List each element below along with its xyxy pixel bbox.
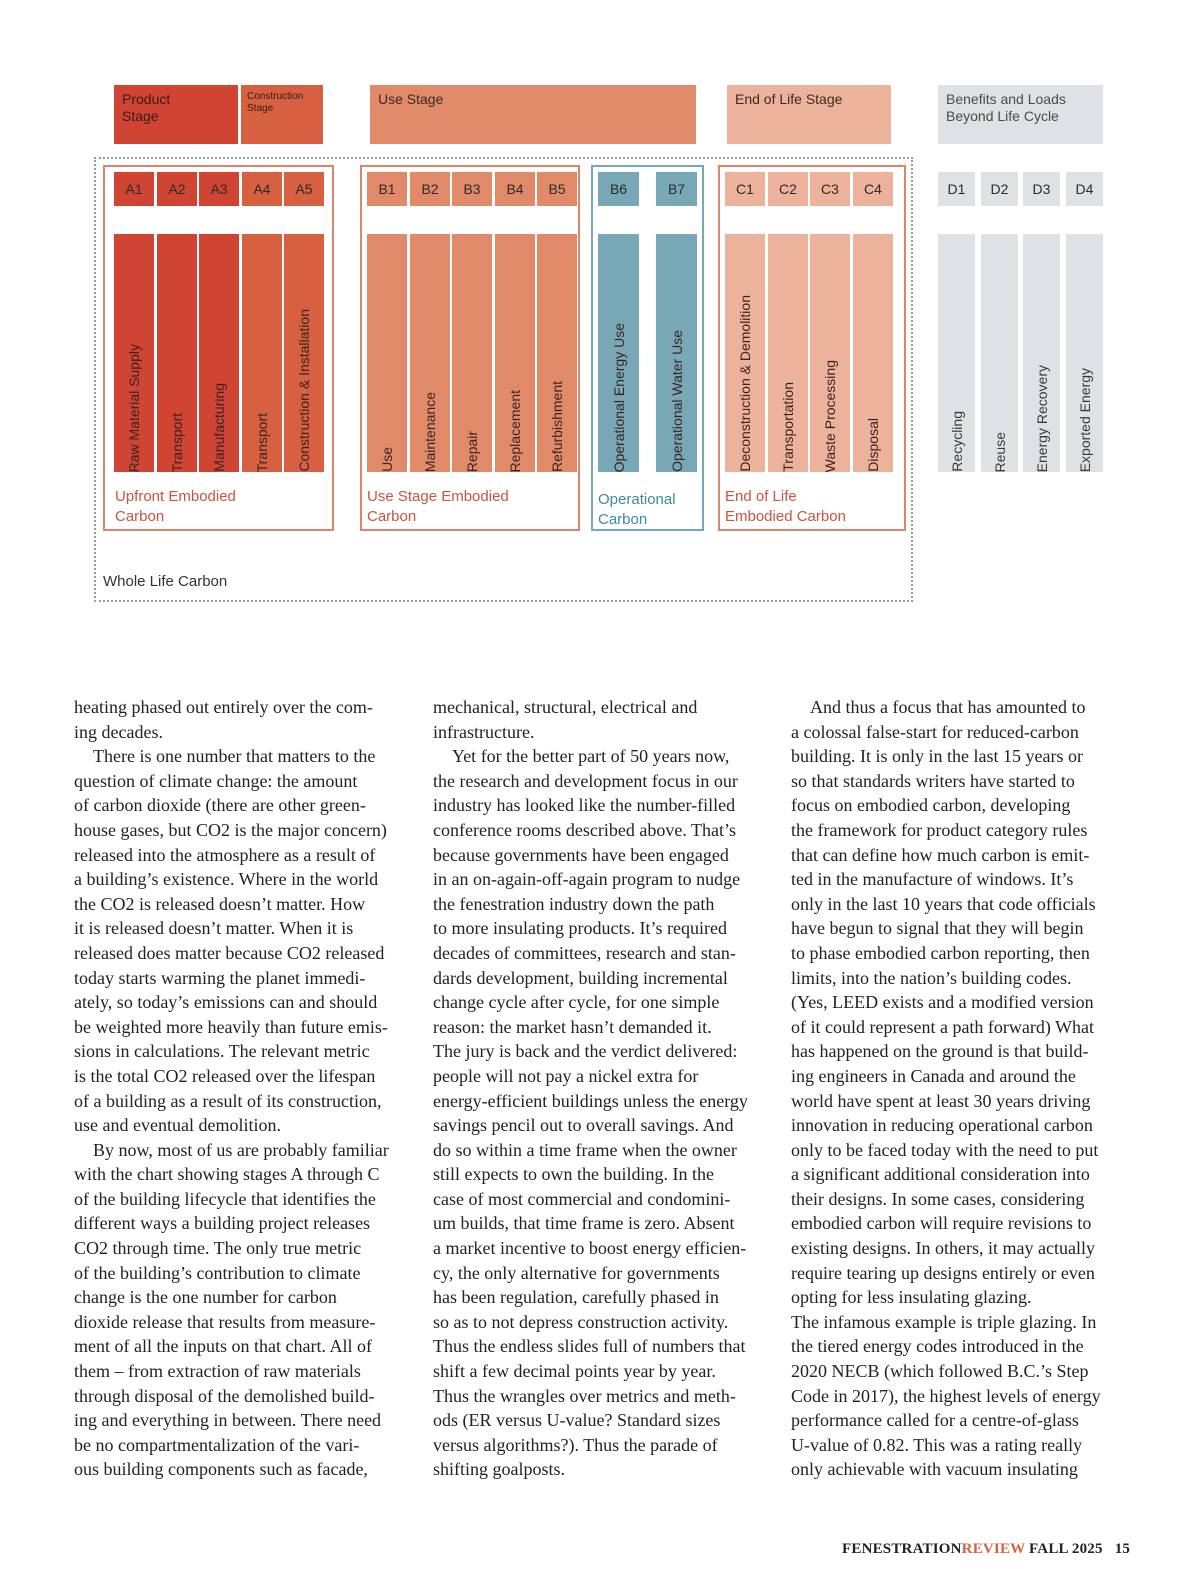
text-line: with the chart showing stages A through C bbox=[74, 1164, 380, 1185]
text-column-3 bbox=[791, 695, 1131, 1482]
module-label-a5: Construction & Installation bbox=[296, 309, 312, 472]
module-column-b3 bbox=[452, 234, 492, 472]
group-label-use-stage: Use Stage Embodied Carbon bbox=[367, 488, 509, 525]
text-line: ment of all the inputs on that chart. All of bbox=[74, 1336, 372, 1357]
module-column-c2 bbox=[768, 234, 808, 472]
module-column-b1 bbox=[367, 234, 407, 472]
module-column-a4 bbox=[242, 234, 282, 472]
module-column-a5 bbox=[284, 234, 324, 472]
module-code-d3: D3 bbox=[1023, 172, 1060, 206]
module-column-d3 bbox=[1023, 234, 1060, 472]
text-line: today starts warming the planet immedi- bbox=[74, 967, 366, 988]
text-line: a significant additional consideration into bbox=[791, 1164, 1090, 1185]
text-line: And thus a focus that has amounted to bbox=[810, 697, 1086, 717]
text-line: a market incentive to boost energy efficien- bbox=[433, 1238, 747, 1259]
text-line: industry has looked like the number-filled bbox=[433, 795, 736, 816]
text-line: the CO2 is released doesn’t matter. How bbox=[74, 893, 366, 914]
module-label-b6: Operational Energy Use bbox=[610, 322, 627, 472]
text-line: in an on-again-off-again program to nudge bbox=[433, 869, 741, 890]
text-line: use and eventual demolition. bbox=[74, 1115, 281, 1136]
text-column-2 bbox=[433, 695, 771, 1482]
text-line: CO2 through time. The only true metric bbox=[74, 1238, 362, 1259]
module-label-d4: Exported Energy bbox=[1076, 367, 1093, 472]
text-line: require tearing up designs entirely or even bbox=[791, 1262, 1095, 1283]
text-line: dioxide release that results from measure- bbox=[74, 1311, 376, 1332]
module-code-b3: B3 bbox=[452, 172, 492, 206]
footer-issue: FALL 2025 bbox=[1025, 1541, 1103, 1557]
text-line: be no compartmentalization of the vari- bbox=[74, 1434, 360, 1455]
module-code-c4: C4 bbox=[853, 172, 893, 206]
module-code-d1: D1 bbox=[938, 172, 975, 206]
text-line: infrastructure. bbox=[433, 721, 535, 742]
text-line: Thus the wrangles over metrics and meth- bbox=[433, 1385, 736, 1406]
page-footer bbox=[842, 1541, 1130, 1558]
text-line: is the total CO2 released over the lifespan bbox=[74, 1065, 376, 1086]
footer-magazine: FENESTRATION bbox=[842, 1541, 962, 1557]
text-line: focus on embodied carbon, developing bbox=[791, 795, 1071, 816]
module-code-b2: B2 bbox=[410, 172, 450, 206]
text-line: question of climate change: the amount bbox=[74, 770, 358, 791]
module-code-a5: A5 bbox=[284, 172, 324, 206]
module-column-a2 bbox=[157, 234, 197, 472]
text-line: conference rooms described above. That’s bbox=[433, 819, 737, 840]
text-line: ous building components such as facade, bbox=[74, 1459, 368, 1480]
module-label-a4: Transport bbox=[254, 412, 270, 472]
group-label-operational: Operational Carbon bbox=[598, 491, 676, 528]
text-line: to more insulating products. It’s required bbox=[433, 918, 727, 939]
module-code-c3: C3 bbox=[810, 172, 850, 206]
group-label-upfront: Upfront Embodied Carbon bbox=[115, 488, 236, 525]
text-line: of the building’s contribution to climate bbox=[74, 1262, 361, 1283]
text-line: their designs. In some cases, considering bbox=[791, 1188, 1085, 1209]
stage-end-of-life: End of Life Stage bbox=[727, 85, 891, 144]
module-label-a1: Raw Material Supply bbox=[126, 343, 142, 472]
footer-magazine-accent: REVIEW bbox=[961, 1541, 1026, 1557]
group-label-end-of-life: End of Life Embodied Carbon bbox=[725, 488, 846, 525]
module-column-b6 bbox=[598, 234, 639, 472]
text-line: released does matter because CO2 released bbox=[74, 942, 385, 963]
text-line: so that standards writers have started to bbox=[791, 770, 1075, 791]
module-code-a1: A1 bbox=[114, 172, 154, 206]
module-code-a2: A2 bbox=[157, 172, 197, 206]
module-column-a1 bbox=[114, 234, 154, 472]
text-line: ing engineers in Canada and around the bbox=[791, 1065, 1076, 1086]
text-line: the framework for product category rules bbox=[791, 819, 1088, 840]
text-line: reason: the market hasn’t demanded it. bbox=[433, 1016, 712, 1037]
text-line: The infamous example is triple glazing. In bbox=[791, 1311, 1097, 1332]
module-column-b4 bbox=[495, 234, 535, 472]
module-label-c3: Waste Processing bbox=[822, 359, 838, 472]
text-line: a colossal false-start for reduced-carbon bbox=[791, 721, 1079, 742]
module-column-b7 bbox=[656, 234, 697, 472]
module-label-a2: Transport bbox=[169, 412, 185, 472]
module-code-c2: C2 bbox=[768, 172, 808, 206]
module-column-d1 bbox=[938, 234, 975, 472]
text-line: house gases, but CO2 is the major concern) bbox=[74, 819, 387, 840]
module-label-a3: Manufacturing bbox=[211, 383, 227, 472]
stage-use: Use Stage bbox=[370, 85, 696, 144]
module-code-b7: B7 bbox=[656, 172, 697, 206]
module-code-b4: B4 bbox=[495, 172, 535, 206]
text-line: released into the atmosphere as a result of bbox=[74, 844, 376, 865]
text-line: of it could represent a path forward) What bbox=[791, 1016, 1095, 1037]
module-code-b5: B5 bbox=[537, 172, 577, 206]
text-line: a building’s existence. Where in the world bbox=[74, 869, 379, 890]
text-line: different ways a building project releases bbox=[74, 1213, 371, 1234]
text-line: opting for less insulating glazing. bbox=[791, 1287, 1032, 1308]
text-line: change cycle after cycle, for one simple bbox=[433, 992, 720, 1013]
module-label-b3: Repair bbox=[464, 430, 480, 472]
text-line: um builds, that time frame is zero. Absent bbox=[433, 1213, 735, 1234]
text-line: people will not pay a nickel extra for bbox=[433, 1065, 699, 1086]
text-line: existing designs. In others, it may actually bbox=[791, 1238, 1095, 1259]
text-line: so as to not depress construction activity. bbox=[433, 1311, 729, 1332]
module-label-d1: Recycling bbox=[948, 411, 965, 472]
text-line: 2020 NECB (which followed B.C.’s Step bbox=[791, 1361, 1089, 1382]
module-column-d2 bbox=[981, 234, 1018, 472]
text-line: versus algorithms?). Thus the parade of bbox=[433, 1434, 718, 1455]
module-code-a3: A3 bbox=[199, 172, 239, 206]
text-line: mechanical, structural, electrical and bbox=[433, 697, 698, 717]
text-line: has happened on the ground is that build- bbox=[791, 1041, 1089, 1062]
text-line: to phase embodied carbon reporting, then bbox=[791, 942, 1090, 963]
page-number: 15 bbox=[1114, 1541, 1131, 1557]
module-column-b2 bbox=[410, 234, 450, 472]
module-code-b1: B1 bbox=[367, 172, 407, 206]
module-column-b5 bbox=[537, 234, 577, 472]
text-line: There is one number that matters to the bbox=[93, 746, 376, 767]
module-label-b5: Refurbishment bbox=[549, 380, 565, 472]
text-line: energy-efficient buildings unless the energy bbox=[433, 1090, 748, 1111]
text-line: embodied carbon will require revisions to bbox=[791, 1213, 1092, 1234]
text-line: change is the one number for carbon bbox=[74, 1287, 337, 1308]
text-line: do so within a time frame when the owner bbox=[433, 1139, 737, 1160]
text-line: cy, the only alternative for governments bbox=[433, 1262, 720, 1283]
text-line: that can define how much carbon is emit- bbox=[791, 844, 1090, 865]
text-line: of carbon dioxide (there are other green- bbox=[74, 795, 366, 816]
text-line: them – from extraction of raw materials bbox=[74, 1361, 361, 1382]
text-line: the research and development focus in our bbox=[433, 770, 738, 791]
text-line: shifting goalposts. bbox=[433, 1459, 566, 1480]
text-line: (Yes, LEED exists and a modified version bbox=[791, 992, 1094, 1013]
text-line: have begun to signal that they will begin bbox=[791, 918, 1084, 939]
text-line: limits, into the nation’s building codes. bbox=[791, 967, 1072, 988]
text-line: Thus the endless slides full of numbers that bbox=[433, 1336, 746, 1357]
text-line: performance called for a centre-of-glass bbox=[791, 1410, 1079, 1431]
text-line: The jury is back and the verdict delivered: bbox=[433, 1041, 738, 1062]
text-line: only achievable with vacuum insulating bbox=[791, 1459, 1078, 1480]
module-column-a3 bbox=[199, 234, 239, 472]
module-label-d2: Reuse bbox=[991, 431, 1008, 472]
text-line: through disposal of the demolished build- bbox=[74, 1385, 375, 1406]
stage-benefits: Benefits and Loads Beyond Life Cycle bbox=[938, 85, 1103, 144]
module-code-d2: D2 bbox=[981, 172, 1018, 206]
text-line: the fenestration industry down the path bbox=[433, 893, 715, 914]
text-line: shift a few decimal points year by year. bbox=[433, 1361, 716, 1382]
module-code-a4: A4 bbox=[242, 172, 282, 206]
text-line: ately, so today’s emissions can and should bbox=[74, 992, 378, 1013]
module-column-c3 bbox=[810, 234, 850, 472]
module-column-c1 bbox=[725, 234, 765, 472]
text-line: ted in the manufacture of windows. It’s bbox=[791, 869, 1074, 890]
text-line: heating phased out entirely over the com- bbox=[74, 697, 373, 717]
text-line: innovation in reducing operational carbon bbox=[791, 1115, 1093, 1136]
text-line: decades of committees, research and stan- bbox=[433, 942, 736, 963]
group-label-whole-life: Whole Life Carbon bbox=[103, 573, 228, 590]
text-line: savings pencil out to overall savings. And bbox=[433, 1115, 734, 1136]
module-code-c1: C1 bbox=[725, 172, 765, 206]
text-line: building. It is only in the last 15 years or bbox=[791, 746, 1083, 767]
text-column-1 bbox=[74, 695, 412, 1482]
text-line: of a building as a result of its construction, bbox=[74, 1090, 382, 1111]
text-line: ods (ER versus U-value? Standard sizes bbox=[433, 1410, 721, 1431]
text-line: U-value of 0.82. This was a rating really bbox=[791, 1434, 1083, 1455]
text-line: By now, most of us are probably familiar bbox=[93, 1139, 389, 1160]
text-line: Yet for the better part of 50 years now, bbox=[452, 746, 730, 767]
text-line: be weighted more heavily than future emis- bbox=[74, 1016, 388, 1037]
text-line: dards development, building incremental bbox=[433, 967, 728, 988]
text-line: the tiered energy codes introduced in the bbox=[791, 1336, 1084, 1357]
module-label-d3: Energy Recovery bbox=[1033, 364, 1050, 472]
module-label-b1: Use bbox=[379, 447, 395, 472]
text-line: sions in calculations. The relevant metric bbox=[74, 1041, 370, 1062]
text-line: ing and everything in between. There need bbox=[74, 1410, 382, 1431]
module-code-d4: D4 bbox=[1066, 172, 1103, 206]
stage-construction: Construction Stage bbox=[241, 85, 323, 144]
module-label-b2: Maintenance bbox=[422, 391, 438, 472]
text-line: of the building lifecycle that identifies the bbox=[74, 1188, 376, 1209]
text-line: has been regulation, carefully phased in bbox=[433, 1287, 719, 1308]
module-label-c1: Deconstruction & Demolition bbox=[737, 295, 753, 472]
text-line: still expects to own the building. In the bbox=[433, 1164, 714, 1185]
text-line: only in the last 10 years that code officials bbox=[791, 893, 1096, 914]
text-line: ing decades. bbox=[74, 721, 163, 742]
module-label-b7: Operational Water Use bbox=[668, 330, 685, 472]
module-label-c2: Transportation bbox=[780, 382, 796, 472]
text-line: world have spent at least 30 years driving bbox=[791, 1090, 1091, 1111]
module-label-b4: Replacement bbox=[507, 389, 523, 472]
text-line: only to be faced today with the need to put bbox=[791, 1139, 1099, 1160]
module-column-d4 bbox=[1066, 234, 1103, 472]
text-line: case of most commercial and condomini- bbox=[433, 1188, 731, 1209]
text-line: it is released doesn’t matter. When it is bbox=[74, 918, 354, 939]
stage-product: Product Stage bbox=[114, 85, 238, 144]
module-label-c4: Disposal bbox=[865, 418, 881, 472]
text-line: Code in 2017), the highest levels of energy bbox=[791, 1385, 1101, 1406]
module-column-c4 bbox=[853, 234, 893, 472]
text-line: because governments have been engaged bbox=[433, 844, 729, 865]
module-code-b6: B6 bbox=[598, 172, 639, 206]
